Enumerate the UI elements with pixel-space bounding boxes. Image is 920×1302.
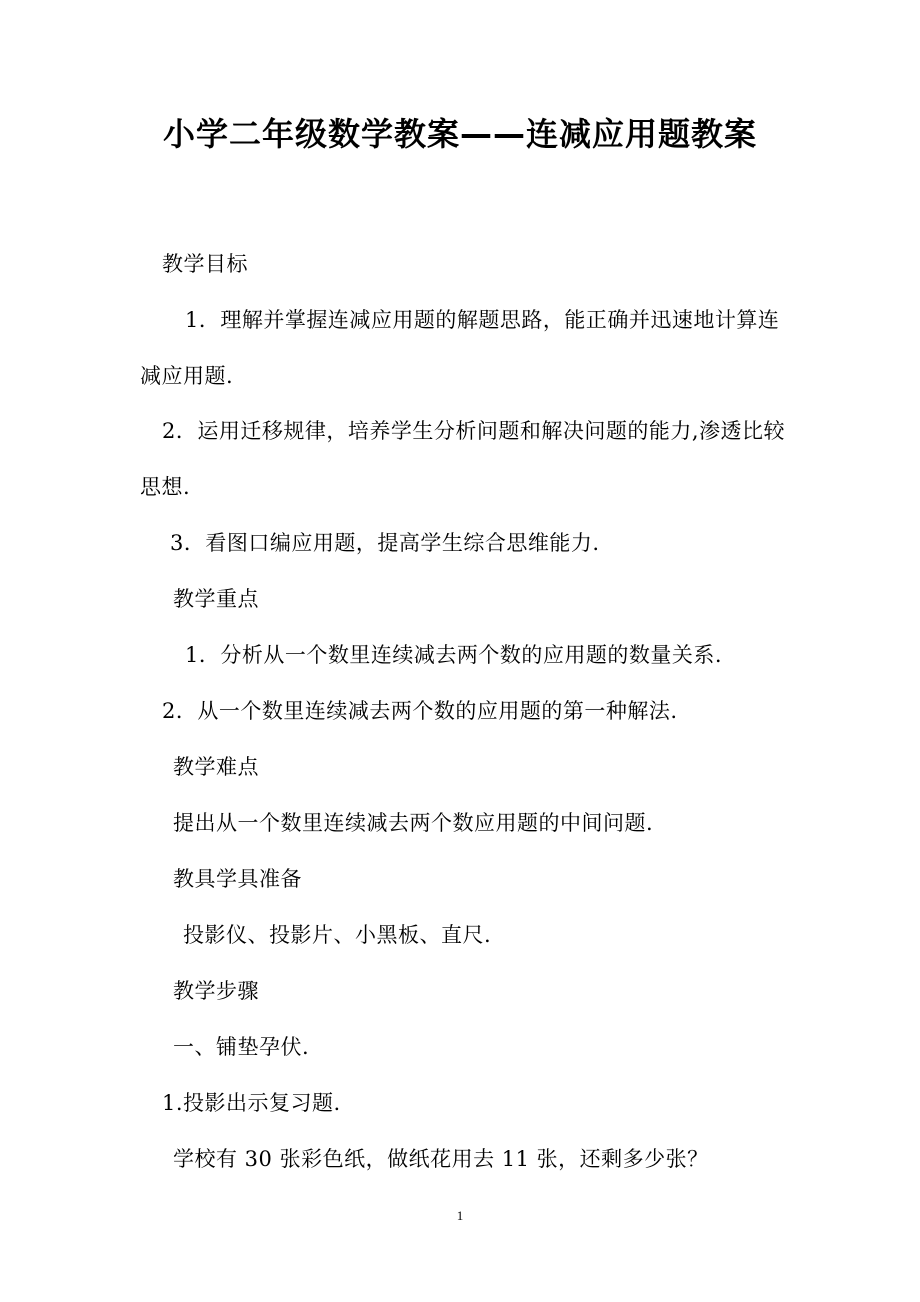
key-point-1: 1．分析从一个数里连续减去两个数的应用题的数量关系. xyxy=(185,643,723,667)
page-number: 1 xyxy=(456,1208,464,1223)
document-title: 小学二年级数学教案——连减应用题教案 xyxy=(162,115,757,153)
step-one-item-1: 1.投影出示复习题. xyxy=(162,1091,341,1115)
section-heading-materials: 教具学具准备 xyxy=(173,867,302,891)
objective-2-line-2: 思想. xyxy=(140,475,191,499)
section-heading-key-points: 教学重点 xyxy=(173,587,259,611)
review-problem: 学校有 30 张彩色纸，做纸花用去 11 张，还剩多少张？ xyxy=(173,1147,709,1171)
objective-2-line-1: 2．运用迁移规律，培养学生分析问题和解决问题的能力,渗透比较 xyxy=(162,419,786,443)
objective-1-line-1: 1．理解并掌握连减应用题的解题思路，能正确并迅速地计算连 xyxy=(185,308,780,332)
section-heading-steps: 教学步骤 xyxy=(173,979,259,1003)
objective-1-line-2: 减应用题. xyxy=(140,364,234,388)
key-point-2: 2．从一个数里连续减去两个数的应用题的第一种解法. xyxy=(162,699,678,723)
materials-text: 投影仪、投影片、小黑板、直尺. xyxy=(183,923,492,947)
difficulty-text: 提出从一个数里连续减去两个数应用题的中间问题. xyxy=(173,811,654,835)
step-one-heading: 一、铺垫孕伏. xyxy=(173,1035,310,1059)
section-heading-objectives: 教学目标 xyxy=(162,252,248,276)
objective-3: 3．看图口编应用题，提高学生综合思维能力. xyxy=(170,531,600,555)
section-heading-difficulties: 教学难点 xyxy=(173,755,259,779)
